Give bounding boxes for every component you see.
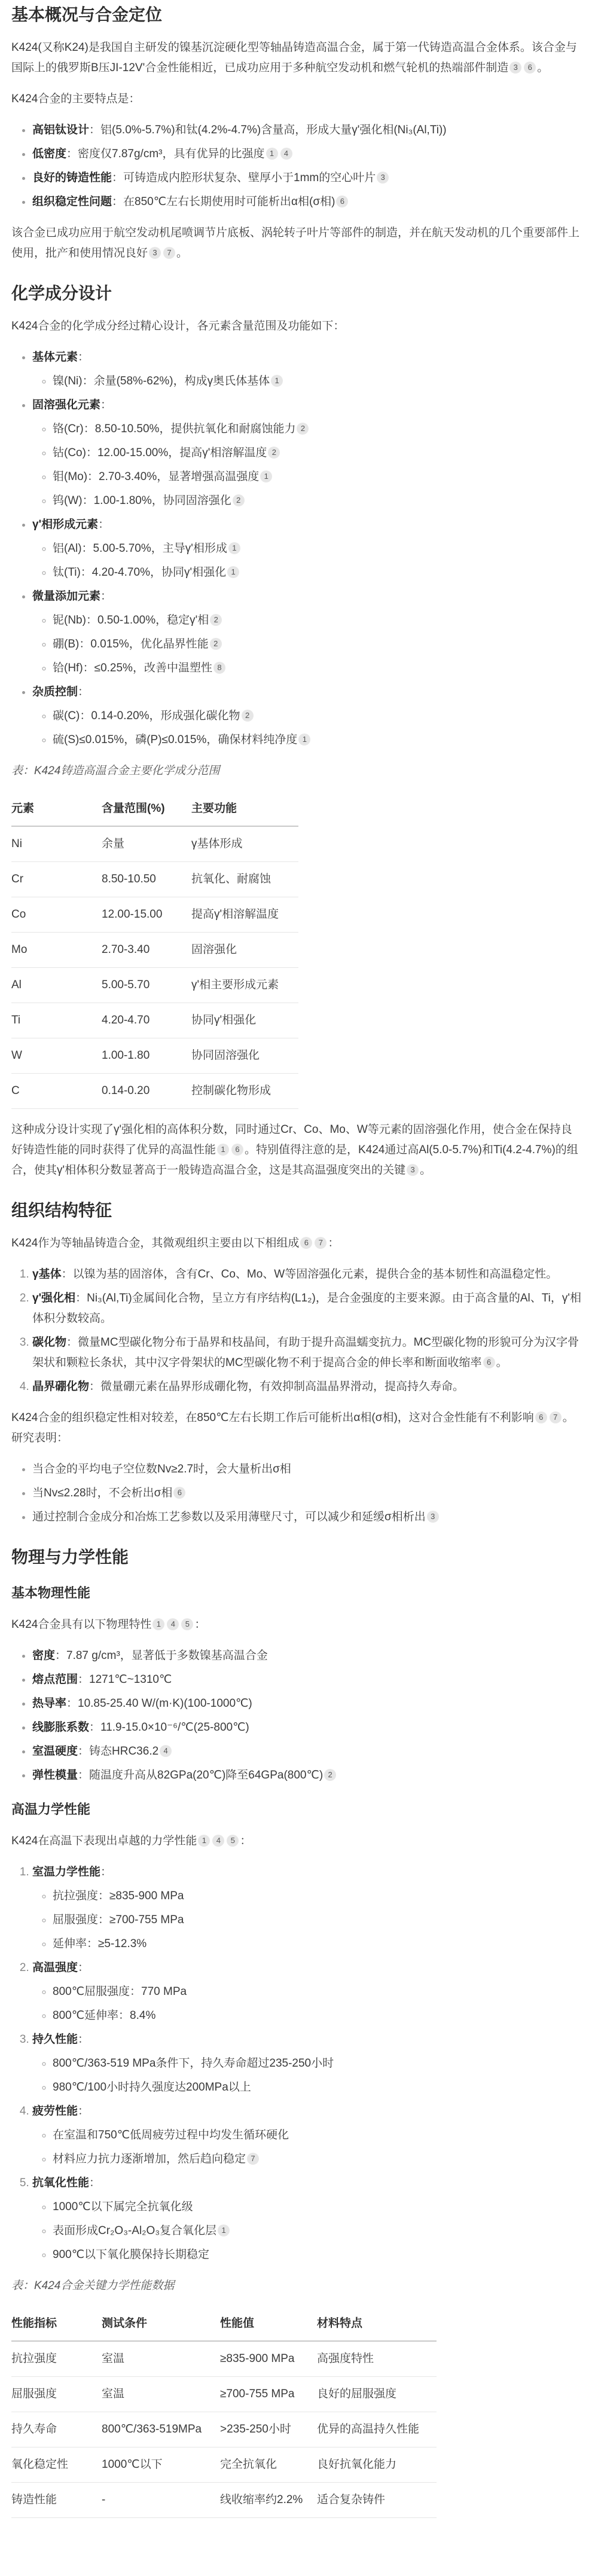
citation-badge[interactable]: 2 (297, 423, 309, 435)
text: K424合金的组织稳定性相对较差，在850℃左右长期工作后可能析出α相(σ相)，这对合金性能有不利影响 (11, 1411, 534, 1424)
item-label: 碳化物 (32, 1336, 67, 1349)
text: 延伸率：≥5-12.3% (53, 1938, 147, 1950)
text: ： (194, 1618, 206, 1631)
text: ： (78, 2033, 90, 2046)
item-label: 抗氧化性能 (32, 2177, 90, 2189)
text: 。 (176, 247, 188, 259)
phases-list (11, 1264, 583, 1397)
table-cell: 余量 (102, 826, 191, 862)
list-item (32, 1333, 583, 1373)
table-row (11, 1003, 298, 1038)
column-header: 元素 (11, 792, 102, 826)
table-cell: γ'相主要形成元素 (191, 968, 298, 1003)
composition-lead (11, 316, 583, 337)
table-cell: Co (11, 897, 102, 933)
table-row (11, 1038, 298, 1074)
table-row (11, 2447, 437, 2483)
section-heading-microstructure: 组织结构特征 (11, 1201, 112, 1220)
table-row (11, 968, 298, 1003)
list-group (32, 2173, 583, 2265)
citation-badge[interactable]: 6 (524, 62, 536, 74)
text: 钛(Ti)：4.20-4.70%，协同γ'相强化 (53, 566, 227, 579)
text: K424在高温下表现出卓越的力学性能 (11, 1835, 197, 1847)
text: 这种成分设计实现了γ'强化相的高体积分数，同时通过Cr、Co、Mo、W等元素的固溶强化作用，使合金在保持良好铸造性能的同时获得了优异的高温性能 (11, 1123, 572, 1156)
text: ： (328, 1237, 340, 1249)
list-item (32, 168, 583, 188)
sub-list (32, 2197, 583, 2265)
table-cell: 1.00-1.80 (102, 1038, 191, 1074)
sub-list-item (53, 706, 583, 726)
table-cell: W (11, 1038, 102, 1074)
section-heading-composition: 化学成分设计 (11, 284, 112, 302)
sub-list-item (53, 2245, 583, 2265)
text: ：密度仅7.87g/cm³，具有优异的比强度 (66, 148, 265, 160)
list-item (32, 1765, 583, 1786)
list-item (32, 1718, 583, 1738)
sub-list-item (53, 634, 583, 655)
list-item (32, 1694, 583, 1714)
table-cell: 固溶强化 (191, 933, 298, 968)
sub-list-item (53, 2221, 583, 2241)
text: 铝(Al)：5.00-5.70%，主导γ'相形成 (53, 542, 227, 555)
text: ： (100, 399, 112, 411)
table-cell: 4.20-4.70 (102, 1003, 191, 1038)
citation-badge[interactable]: 3 (149, 247, 161, 259)
item-label: 杂质控制 (32, 686, 78, 698)
table-caption: 表：K424铸造高温合金主要化学成分范围 (11, 765, 220, 777)
text: 钨(W)：1.00-1.80%，协同固溶强化 (53, 494, 231, 507)
text: 900℃以下氧化膜保持长期稳定 (53, 2248, 210, 2261)
mechanical-lead (11, 1831, 583, 1851)
text: 通过控制合金成分和冶炼工艺参数以及采用薄壁尺寸，可以减少和延缓σ相析出 (32, 1511, 426, 1523)
item-label: 室温硬度 (32, 1745, 78, 1758)
table-cell: 室温 (102, 2377, 220, 2412)
table-cell: 高强度特性 (317, 2341, 437, 2377)
citation-badge[interactable]: 6 (300, 1237, 312, 1249)
list-item (32, 1459, 583, 1480)
table-cell: ≥835-900 MPa (220, 2341, 317, 2377)
citation-badge[interactable]: 4 (212, 1835, 224, 1847)
text: 。特别值得注意的是，K424通过高Al(5.0-5.7%)和Ti(4.2-4.7%)的组合，使其γ'相体积分数显著高于一般铸造高温合金，这是其高温强度突出的关键 (11, 1144, 578, 1177)
features-list (11, 120, 583, 212)
citation-badge[interactable]: 1 (228, 542, 240, 554)
citation-badge[interactable]: 1 (260, 470, 272, 482)
features-lead (11, 89, 583, 109)
sub-list (32, 419, 583, 511)
text: 800℃延伸率：8.4% (53, 2009, 156, 2022)
text: ：微量硼元素在晶界形成硼化物，有效抑制高温晶界滑动，提高持久寿命。 (89, 1380, 465, 1393)
item-label: 疲劳性能 (32, 2105, 78, 2117)
sub-list-item (53, 2125, 583, 2146)
item-label: 固溶强化元素 (32, 399, 101, 411)
text: ： (78, 686, 90, 698)
sub-list-item (53, 730, 583, 750)
table-cell: 持久寿命 (11, 2412, 102, 2447)
table-cell: - (102, 2483, 220, 2518)
text: ：1271℃~1310℃ (78, 1673, 172, 1686)
item-label: 线膨胀系数 (32, 1721, 90, 1734)
text: 钴(Co)：12.00-15.00%，提高γ'相溶解温度 (53, 447, 267, 459)
text: 。 (537, 62, 549, 74)
table-cell: Ni (11, 826, 102, 862)
table-cell: Cr (11, 862, 102, 897)
text: ： (78, 1961, 90, 1974)
sub-list-item (53, 371, 583, 392)
citation-badge[interactable]: 2 (210, 614, 222, 626)
text: 该合金已成功应用于航空发动机尾喷调节片底板、涡轮转子叶片等部件的制造，并在航天发动机的几个重要部件上使用，批产和使用情况良好 (11, 227, 580, 259)
column-header: 材料特点 (317, 2307, 437, 2341)
stability-paragraph (11, 1408, 583, 1449)
text: ：铸态HRC36.2 (78, 1745, 159, 1758)
item-label: γ基体 (32, 1268, 62, 1281)
section-heading-overview: 基本概况与合金定位 (11, 5, 163, 24)
list-item (32, 1264, 583, 1285)
citation-badge[interactable]: 6 (336, 195, 348, 207)
list-group (32, 347, 583, 392)
citation-badge[interactable]: 4 (280, 148, 292, 160)
text: ： (240, 1835, 252, 1847)
text: 抗拉强度：≥835-900 MPa (53, 1890, 184, 1902)
sub-list-item (53, 563, 583, 583)
item-label: 低密度 (32, 148, 67, 160)
text: ：7.87 g/cm³，显著低于多数镍基高温合金 (55, 1649, 268, 1662)
citation-badge[interactable]: 4 (167, 1618, 179, 1630)
item-label: 高温强度 (32, 1961, 78, 1974)
item-label: 晶界硼化物 (32, 1380, 90, 1393)
citation-badge[interactable]: 1 (227, 566, 239, 578)
column-header: 测试条件 (102, 2307, 220, 2341)
list-item (32, 1646, 583, 1666)
table-cell: 协同固溶强化 (191, 1038, 298, 1074)
text: ： (100, 1866, 112, 1878)
sub-list (32, 2054, 583, 2098)
sub-list-item (53, 1910, 583, 1930)
sub-list-item (53, 491, 583, 511)
subheading-mechanical: 高温力学性能 (11, 1802, 91, 1817)
text: 镍(Ni)：余量(58%-62%)，构成γ奥氏体基体 (53, 375, 270, 387)
text: 。 (496, 1356, 508, 1369)
table-cell: 12.00-15.00 (102, 897, 191, 933)
table-cell: 0.14-0.20 (102, 1074, 191, 1109)
text: 表面形成Cr₂O₃-Al₂O₃复合氧化层 (53, 2224, 217, 2237)
text: 硼(B)：0.015%，优化晶界性能 (53, 638, 209, 650)
item-label: γ'相形成元素 (32, 518, 99, 531)
table-row (11, 2377, 437, 2412)
text: ：铝(5.0%-5.7%)和钛(4.2%-4.7%)含量高，形成大量γ'强化相(Ni₃(Al,Ti)) (89, 124, 447, 136)
list-group (32, 2030, 583, 2098)
table-cell: 5.00-5.70 (102, 968, 191, 1003)
table-cell: 1000℃以下 (102, 2447, 220, 2483)
column-header: 主要功能 (191, 792, 298, 826)
table-cell: Mo (11, 933, 102, 968)
list-item (32, 120, 583, 140)
text: K424合金的化学成分经过精心设计，各元素含量范围及功能如下： (11, 320, 345, 332)
citation-badge[interactable]: 7 (550, 1411, 562, 1423)
citation-badge[interactable]: 1 (271, 375, 283, 387)
item-label: 密度 (32, 1649, 56, 1662)
table-body (11, 826, 298, 1109)
text: 铌(Nb)：0.50-1.00%，稳定γ'相 (53, 614, 209, 627)
table-row (11, 862, 298, 897)
microstructure-lead (11, 1233, 583, 1254)
text: ： (100, 590, 112, 603)
citation-badge[interactable]: 6 (231, 1144, 243, 1156)
composition-summary (11, 1120, 583, 1181)
table-cell: 优异的高温持久性能 (317, 2412, 437, 2447)
sub-list-item (53, 539, 583, 559)
citation-badge[interactable]: 1 (298, 734, 310, 745)
table-cell: 适合复杂铸件 (317, 2483, 437, 2518)
sub-list-item (53, 2149, 583, 2169)
findings-list (11, 1459, 583, 1527)
text: K424(又称K24)是我国自主研发的镍基沉淀硬化型等轴晶铸造高温合金，属于第一代铸造高温合金体系。该合金与国际上的俄罗斯B压JI-12V'合金性能相近，已成功应用于多种航空发动机和燃气轮机的热端部件制造 (11, 41, 577, 74)
table-cell: 2.70-3.40 (102, 933, 191, 968)
citation-badge[interactable]: 6 (173, 1487, 185, 1499)
text: 硫(S)≤0.015%，磷(P)≤0.015%，确保材料纯净度 (53, 734, 298, 746)
table-cell: 良好抗氧化能力 (317, 2447, 437, 2483)
sub-list (32, 1886, 583, 1954)
text: ： (98, 518, 110, 531)
citation-badge[interactable]: 8 (213, 662, 225, 674)
table-cell: ≥700-755 MPa (220, 2377, 317, 2412)
text: ：可铸造成内腔形状复杂、壁厚小于1mm的空心叶片 (112, 172, 376, 184)
item-label: 室温力学性能 (32, 1866, 101, 1878)
citation-badge[interactable]: 1 (152, 1618, 164, 1630)
sub-list-item (53, 443, 583, 463)
citation-badge[interactable]: 7 (163, 247, 175, 259)
column-header: 性能值 (220, 2307, 317, 2341)
sub-list-item (53, 2077, 583, 2098)
citation-badge[interactable]: 1 (198, 1835, 210, 1847)
sub-list-item (53, 467, 583, 487)
table-cell: C (11, 1074, 102, 1109)
text: ： (78, 351, 90, 363)
sub-list-item (53, 2006, 583, 2026)
list-item (32, 192, 583, 212)
citation-badge[interactable]: 5 (227, 1835, 239, 1847)
item-label: 熔点范围 (32, 1673, 78, 1686)
sub-list-item (53, 1982, 583, 2002)
column-header: 性能指标 (11, 2307, 102, 2341)
list-group (32, 1862, 583, 1954)
physical-properties-list (11, 1646, 583, 1786)
sub-list (32, 371, 583, 392)
mechanical-groups-list (11, 1862, 583, 2265)
item-label: γ'强化相 (32, 1292, 76, 1304)
text: ： (89, 2177, 101, 2189)
application-paragraph (11, 223, 583, 264)
table-cell: 抗拉强度 (11, 2341, 102, 2377)
sub-list (32, 1982, 583, 2026)
citation-badge[interactable]: 2 (233, 494, 245, 506)
text: ：Ni₃(Al,Ti)金属间化合物，呈立方有序结构(L1₂)，是合金强度的主要来源。由于高含量的Al、Ti，γ'相体积分数较高。 (32, 1292, 582, 1325)
list-group (32, 395, 583, 511)
citation-badge[interactable]: 1 (217, 1144, 229, 1156)
citation-badge[interactable]: 2 (268, 447, 280, 459)
table-cell: 8.50-10.50 (102, 862, 191, 897)
item-label: 高铝钛设计 (32, 124, 90, 136)
list-group (32, 586, 583, 679)
physical-lead (11, 1615, 583, 1635)
text: 铬(Cr)：8.50-10.50%，提供抗氧化和耐腐蚀能力 (53, 423, 296, 435)
table-row (11, 2412, 437, 2447)
text: K424合金的主要特点是： (11, 93, 141, 105)
citation-badge[interactable]: 3 (509, 62, 521, 74)
table-row (11, 2483, 437, 2518)
text: ：以镍为基的固溶体，含有Cr、Co、Mo、W等固溶强化元素，提供合金的基本韧性和高温稳定性。 (61, 1268, 558, 1281)
citation-badge[interactable]: 3 (377, 172, 389, 184)
table-cell: 良好的屈服强度 (317, 2377, 437, 2412)
text: 钼(Mo)：2.70-3.40%，显著增强高温强度 (53, 470, 260, 483)
citation-badge[interactable]: 5 (181, 1618, 193, 1630)
list-item (32, 1670, 583, 1690)
table-cell: 铸造性能 (11, 2483, 102, 2518)
table-header (11, 792, 298, 826)
element-groups-list (11, 347, 583, 750)
table-cell: Ti (11, 1003, 102, 1038)
text: 800℃屈服强度：770 MPa (53, 1985, 187, 1998)
citation-badge[interactable]: 1 (266, 148, 278, 160)
text: 屈服强度：≥700-755 MPa (53, 1914, 184, 1926)
sub-list-item (53, 1886, 583, 1906)
text: ：微量MC型碳化物分布于晶界和枝晶间，有助于提升高温蠕变抗力。MC型碳化物的形貌可分为汉字骨架状和颗粒长条状，其中汉字骨架状的MC型碳化物不利于提高合金的伸长率和断面收缩率 (32, 1336, 579, 1369)
item-label: 良好的铸造性能 (32, 172, 112, 184)
header-row (11, 2307, 437, 2341)
citation-badge[interactable]: 1 (218, 2224, 230, 2236)
text: ：10.85-25.40 W/(m·K)(100-1000℃) (66, 1697, 252, 1710)
table-row (11, 897, 298, 933)
item-label: 热导率 (32, 1697, 67, 1710)
item-label: 组织稳定性问题 (32, 195, 112, 208)
text: 在室温和750℃低周疲劳过程中均发生循环硬化 (53, 2129, 289, 2141)
text: 铪(Hf)：≤0.25%，改善中温塑性 (53, 662, 212, 674)
sub-list-item (53, 610, 583, 631)
list-group (32, 1958, 583, 2026)
item-label: 基体元素 (32, 351, 78, 363)
text: ：在850℃左右长期使用时可能析出α相(σ相) (112, 195, 335, 208)
citation-badge[interactable]: 2 (210, 638, 222, 650)
table-row (11, 933, 298, 968)
text: 材料应力抗力逐渐增加，然后趋向稳定 (53, 2153, 246, 2165)
table-cell: 屈服强度 (11, 2377, 102, 2412)
table-cell: 室温 (102, 2341, 220, 2377)
sub-list-item (53, 1934, 583, 1954)
citation-badge[interactable]: 6 (483, 1356, 495, 1368)
table-cell: 线收缩率约2.2% (220, 2483, 317, 2518)
text: ：11.9-15.0×10⁻⁶/℃(25-800℃) (89, 1721, 249, 1734)
table-cell: 800℃/363-519MPa (102, 2412, 220, 2447)
list-group (32, 682, 583, 750)
citation-badge[interactable]: 4 (160, 1745, 172, 1757)
sub-list-item (53, 2054, 583, 2074)
citation-badge[interactable]: 7 (315, 1237, 327, 1249)
list-item (32, 1741, 583, 1762)
item-label: 持久性能 (32, 2033, 78, 2046)
item-label: 微量添加元素 (32, 590, 101, 603)
table-body (11, 2341, 437, 2518)
list-item (32, 144, 583, 164)
overview-intro (11, 38, 583, 78)
table-row (11, 1074, 298, 1109)
list-item (32, 1288, 583, 1329)
table-cell: 氧化稳定性 (11, 2447, 102, 2483)
table-cell: 控制碳化物形成 (191, 1074, 298, 1109)
citation-badge[interactable]: 6 (535, 1411, 547, 1423)
composition-table (11, 792, 298, 1109)
table-row (11, 826, 298, 862)
table-cell: 抗氧化、耐腐蚀 (191, 862, 298, 897)
table-cell: >235-250小时 (220, 2412, 317, 2447)
citation-badge[interactable]: 2 (242, 710, 254, 722)
list-group (32, 515, 583, 583)
text: 当合金的平均电子空位数Nv≥2.7时，会大量析出σ相 (32, 1463, 291, 1475)
list-group (32, 2101, 583, 2169)
section-heading-properties: 物理与力学性能 (11, 1548, 129, 1566)
citation-badge[interactable]: 3 (427, 1511, 439, 1523)
table-header (11, 2307, 437, 2341)
text: 800℃/363-519 MPa条件下，持久寿命超过235-250小时 (53, 2057, 334, 2070)
citation-badge[interactable]: 3 (407, 1164, 419, 1176)
list-item (32, 1377, 583, 1397)
column-header: 含量范围(%) (102, 792, 191, 826)
subheading-physical: 基本物理性能 (11, 1585, 91, 1600)
table-cell: 提高γ'相溶解温度 (191, 897, 298, 933)
text: 碳(C)：0.14-0.20%，形成强化碳化物 (53, 710, 240, 722)
table-cell: γ基体形成 (191, 826, 298, 862)
table-row (11, 2341, 437, 2377)
sub-list-item (53, 658, 583, 679)
text: 1000℃以下属完全抗氧化级 (53, 2201, 193, 2213)
list-item (32, 1507, 583, 1527)
text: 。研究表明： (11, 1411, 574, 1444)
text: 980℃/100小时持久强度达200MPa以上 (53, 2081, 251, 2094)
sub-list-item (53, 2197, 583, 2217)
citation-badge[interactable]: 7 (247, 2153, 259, 2165)
sub-list (32, 610, 583, 679)
text: K424作为等轴晶铸造合金，其微观组织主要由以下相组成 (11, 1237, 300, 1249)
table-caption: 表：K424合金关键力学性能数据 (11, 2279, 175, 2292)
table-cell: Al (11, 968, 102, 1003)
table-cell: 协同γ'相强化 (191, 1003, 298, 1038)
sub-list (32, 539, 583, 583)
header-row (11, 792, 298, 826)
table-cell: 完全抗氧化 (220, 2447, 317, 2483)
text: 当Nv≤2.28时，不会析出σ相 (32, 1487, 173, 1499)
text: K424合金具有以下物理特性 (11, 1618, 152, 1631)
list-item (32, 1483, 583, 1504)
item-label: 弹性模量 (32, 1769, 78, 1781)
mechanical-table (11, 2307, 437, 2518)
text: 。 (420, 1164, 432, 1177)
sub-list-item (53, 419, 583, 439)
sub-list (32, 706, 583, 750)
citation-badge[interactable]: 2 (324, 1769, 336, 1781)
text: ： (78, 2105, 90, 2117)
text: ：随温度升高从82GPa(20℃)降至64GPa(800℃) (78, 1769, 324, 1781)
sub-list (32, 2125, 583, 2169)
